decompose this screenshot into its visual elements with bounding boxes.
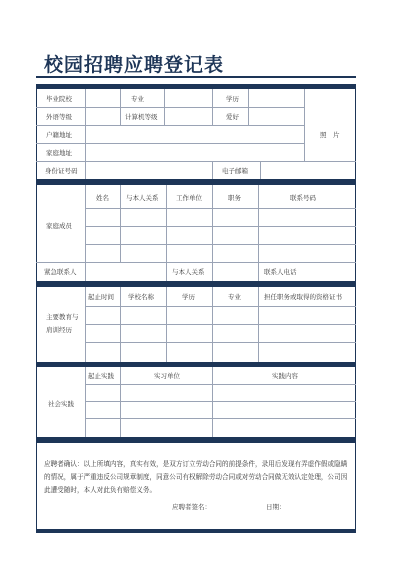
family-header-name: 姓名 [96, 194, 109, 202]
home-address-label: 家庭地址 [46, 149, 72, 157]
education-section-label-line1: 主要教育与 [46, 313, 79, 321]
hukou-label: 户籍地址 [46, 131, 72, 139]
education-header-degree: 学历 [182, 293, 195, 301]
education-header-major: 专业 [228, 293, 241, 301]
family-header-employer: 工作单位 [176, 194, 202, 202]
family-header-position: 职务 [228, 194, 241, 202]
hobby-label: 爱好 [226, 113, 239, 121]
family-header-relation: 与本人关系 [126, 194, 159, 202]
family-section-label: 家庭成员 [46, 222, 72, 230]
practice-section [36, 367, 356, 437]
major-label: 专业 [131, 95, 144, 103]
education-section-label-line2: 肩训经历 [46, 326, 72, 334]
emergency-phone-label: 联系人电话 [264, 268, 297, 276]
declaration-text: 应聘者确认：以上所填内容，真实有效，是双方订立劳动合同的前提条件，录用后发现有弄虚作假或隐瞒的情况，属于严重违反公司规章制度，同意公司有权解除劳动合同或对劳动合同做无效认定处理，公司因此遭受随时，本人对此负有赔偿义务。 [44, 460, 348, 494]
degree-label: 学历 [226, 95, 239, 103]
date-label: 日期： [266, 503, 286, 511]
computer-level-label: 计算机等级 [125, 113, 158, 121]
practice-header-period: 起止实践 [88, 372, 114, 380]
family-header-phone: 联系号码 [290, 194, 316, 202]
emergency-relation-label: 与本人关系 [172, 268, 205, 276]
title-underline [36, 76, 356, 78]
emergency-contact-label: 紧急联系人 [44, 268, 77, 276]
education-header-period: 起止时间 [88, 293, 114, 301]
page-title: 校园招聘应聘登记表 [44, 54, 225, 76]
signature-label: 应聘者签名： [172, 503, 211, 511]
id-number-label: 身份证号码 [45, 167, 78, 175]
personal-info-section [36, 89, 356, 179]
practice-section-label: 社会实践 [48, 400, 74, 408]
email-label: 电子邮箱 [222, 167, 248, 175]
practice-header-organization: 实习单位 [154, 372, 180, 380]
school-label: 毕业院校 [46, 95, 72, 103]
practice-header-content: 实践内容 [272, 372, 298, 380]
language-level-label: 外语等级 [46, 113, 72, 121]
section-bar-bottom [36, 529, 356, 533]
education-header-school: 学校名称 [128, 293, 154, 301]
photo-placeholder: 照 片 [320, 131, 340, 139]
education-header-certificates: 担任职务或取得的资格证书 [264, 293, 342, 301]
